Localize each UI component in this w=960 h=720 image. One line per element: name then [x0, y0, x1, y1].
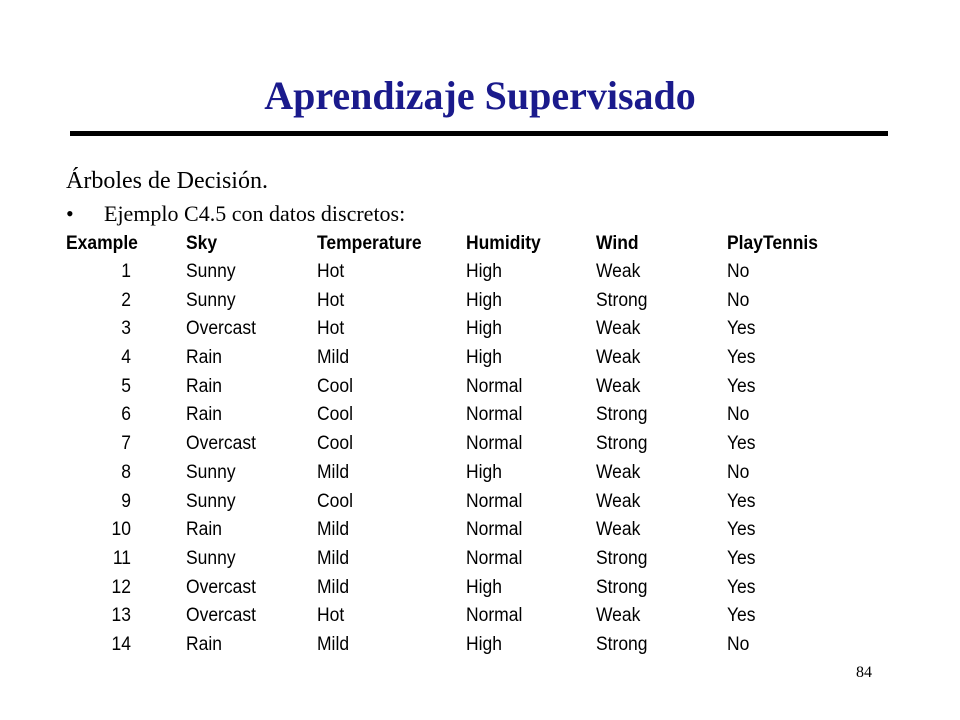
cell-playtennis: Yes: [727, 547, 756, 569]
cell-wind: Weak: [596, 347, 641, 369]
cell-temperature: Hot: [317, 289, 345, 311]
cell-playtennis: Yes: [727, 490, 756, 512]
cell-example: 9: [121, 490, 131, 512]
cell-sky: Overcast: [186, 318, 256, 340]
table-row: [66, 574, 866, 603]
cell-humidity: High: [466, 289, 502, 311]
cell-wind: Strong: [596, 289, 648, 311]
table-row: [66, 488, 866, 517]
table-row: [66, 459, 866, 488]
cell-example: 6: [121, 404, 131, 426]
cell-humidity: Normal: [466, 547, 523, 569]
cell-temperature: Cool: [317, 375, 353, 397]
cell-wind: Strong: [596, 576, 648, 598]
table-row: [66, 373, 866, 402]
cell-playtennis: No: [727, 289, 750, 311]
cell-example: 14: [111, 633, 131, 655]
cell-temperature: Mild: [317, 547, 350, 569]
cell-temperature: Hot: [317, 318, 345, 340]
cell-wind: Strong: [596, 547, 648, 569]
cell-example: 10: [111, 519, 131, 541]
cell-example: 4: [121, 347, 131, 369]
cell-temperature: Mild: [317, 347, 350, 369]
cell-humidity: Normal: [466, 433, 523, 455]
data-table: [66, 230, 866, 660]
cell-playtennis: No: [727, 404, 750, 426]
bullet-text: Ejemplo C4.5 con datos discretos:: [104, 201, 406, 226]
cell-playtennis: Yes: [727, 375, 756, 397]
cell-temperature: Mild: [317, 461, 350, 483]
cell-humidity: Normal: [466, 605, 523, 627]
cell-wind: Weak: [596, 261, 641, 282]
table-row: [66, 545, 866, 574]
cell-wind: Weak: [596, 318, 641, 340]
cell-sky: Overcast: [186, 605, 256, 627]
cell-example: 2: [121, 289, 131, 311]
cell-temperature: Hot: [317, 605, 345, 627]
cell-playtennis: No: [727, 461, 750, 483]
cell-example: 3: [121, 318, 131, 340]
cell-playtennis: Yes: [727, 519, 756, 541]
cell-temperature: Mild: [317, 633, 350, 655]
slide-title: Aprendizaje Supervisado: [264, 73, 696, 118]
cell-sky: Rain: [186, 375, 222, 397]
cell-playtennis: Yes: [727, 576, 756, 598]
cell-playtennis: No: [727, 261, 750, 282]
table-row: [66, 315, 866, 344]
section-heading: Árboles de Decisión.: [66, 168, 268, 194]
cell-example: 1: [121, 261, 131, 282]
cell-playtennis: Yes: [727, 433, 756, 455]
cell-sky: Overcast: [186, 576, 256, 598]
table-body: [66, 258, 866, 660]
cell-sky: Sunny: [186, 261, 236, 282]
table-row: [66, 602, 866, 631]
cell-sky: Sunny: [186, 289, 236, 311]
title-divider: [70, 131, 888, 136]
cell-temperature: Cool: [317, 404, 353, 426]
cell-sky: Rain: [186, 347, 222, 369]
header-example: Example: [66, 233, 138, 254]
cell-playtennis: No: [727, 633, 750, 655]
cell-humidity: Normal: [466, 519, 523, 541]
cell-wind: Weak: [596, 375, 641, 397]
table-row: [66, 430, 866, 459]
header-playtennis: PlayTennis: [727, 233, 818, 254]
cell-playtennis: Yes: [727, 347, 756, 369]
cell-humidity: High: [466, 576, 502, 598]
cell-sky: Rain: [186, 404, 222, 426]
cell-wind: Weak: [596, 461, 641, 483]
cell-wind: Weak: [596, 490, 641, 512]
cell-sky: Overcast: [186, 433, 256, 455]
cell-humidity: Normal: [466, 404, 523, 426]
table-row: [66, 344, 866, 373]
header-temperature: Temperature: [317, 233, 422, 254]
header-humidity: Humidity: [466, 233, 541, 254]
cell-example: 13: [111, 605, 131, 627]
cell-temperature: Hot: [317, 261, 345, 282]
cell-sky: Sunny: [186, 490, 236, 512]
cell-example: 5: [121, 375, 131, 397]
cell-temperature: Cool: [317, 433, 353, 455]
cell-humidity: High: [466, 261, 502, 282]
cell-humidity: High: [466, 633, 502, 655]
bullet-symbol: •: [66, 201, 74, 226]
cell-example: 11: [112, 547, 131, 569]
cell-wind: Strong: [596, 433, 648, 455]
cell-humidity: Normal: [466, 490, 523, 512]
cell-humidity: Normal: [466, 375, 523, 397]
cell-example: 7: [121, 433, 131, 455]
table-row: [66, 631, 866, 660]
cell-playtennis: Yes: [727, 318, 756, 340]
cell-sky: Sunny: [186, 547, 236, 569]
cell-humidity: High: [466, 461, 502, 483]
cell-sky: Rain: [186, 519, 222, 541]
table-row: [66, 401, 866, 430]
bullet-item: [66, 200, 405, 228]
table-header-row: [66, 230, 866, 258]
header-wind: Wind: [596, 233, 639, 254]
cell-wind: Strong: [596, 404, 648, 426]
page-number: 84: [856, 664, 872, 681]
table-row: [66, 258, 866, 287]
cell-wind: Weak: [596, 605, 641, 627]
table-row: [66, 287, 866, 316]
cell-example: 12: [111, 576, 131, 598]
cell-wind: Weak: [596, 519, 641, 541]
cell-wind: Strong: [596, 633, 648, 655]
cell-sky: Rain: [186, 633, 222, 655]
cell-temperature: Mild: [317, 519, 350, 541]
cell-humidity: High: [466, 318, 502, 340]
cell-sky: Sunny: [186, 461, 236, 483]
cell-temperature: Cool: [317, 490, 353, 512]
table-row: [66, 516, 866, 545]
header-sky: Sky: [186, 233, 218, 254]
cell-temperature: Mild: [317, 576, 350, 598]
cell-playtennis: Yes: [727, 605, 756, 627]
cell-humidity: High: [466, 347, 502, 369]
cell-example: 8: [121, 461, 131, 483]
